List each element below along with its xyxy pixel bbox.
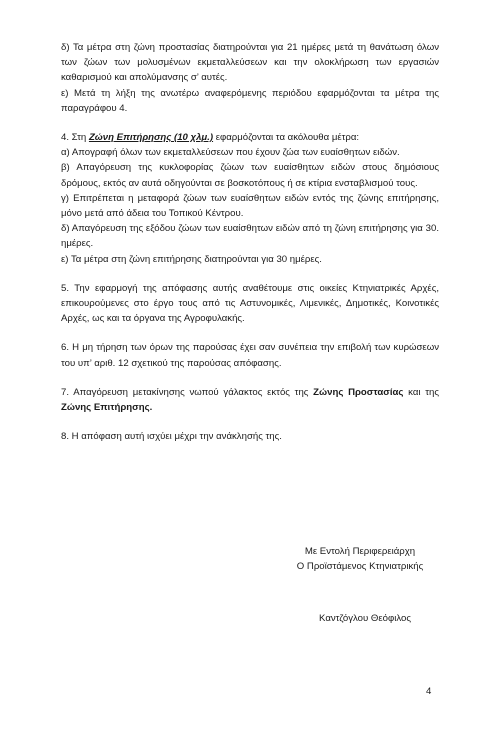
paragraph-4-heading [61,130,439,145]
paragraph-4a: α) Απογραφή όλων των εκμεταλλεύσεων που έχουν ζώα των ευαίσθητων ειδών. [61,147,400,159]
surveillance-zone-label: Ζώνη Επιτήρησης (10 χλμ.) [88,132,214,144]
paragraph-gap [61,415,439,429]
paragraph-7 [61,385,439,415]
signature-title-line: Ο Προϊστάμενος Κτηνιατρικής [296,561,424,572]
document-body [61,40,439,444]
paragraph-4-suffix: εφαρμόζονται τα ακόλουθα μέτρα: [213,132,360,144]
paragraph-gap [61,371,439,385]
surveillance-zone-bold-label: Ζώνης Επιτήρησης. [61,402,153,414]
paragraph-3d: δ) Τα μέτρα στη ζώνη προστασίας διατηρούνται για 21 ημέρες μετά τη θανάτωση όλων των ζώων των μολυσμένων εκμεταλλεύσεων και την ολοκλήρωση των εργασιών καθαρισμού και απολύμανσης σ’ αυτές. [61,42,439,84]
paragraph-gap [61,326,439,340]
signature-authority-line: Με Εντολή Περιφερειάρχη [304,546,416,557]
signature-block [280,544,440,574]
paragraph-gap [61,267,439,281]
paragraph-4e: ε) Τα μέτρα στη ζώνη επιτήρησης διατηρούνται για 30 ημέρες. [61,253,322,265]
paragraph-4-prefix: 4. Στη [61,132,89,144]
paragraph-8: 8. Η απόφαση αυτή ισχύει μέχρι την ανάκλησής της. [61,431,282,443]
paragraph-4b: β) Απαγόρευση της κυκλοφορίας ζώων των ευαίσθητων ειδών στους δημόσιους δρόμους, εκτός αν αυτά οδηγούνται σε βοσκοτόπους ή σε κτίρια ενσταβλισμού τους. [61,162,439,189]
paragraph-3e: ε) Μετά τη λήξη της ανωτέρω αναφερόμενης περιόδου εφαρμόζονται τα μέτρα της παραγράφου 4. [61,87,439,114]
paragraph-4c: γ) Επιτρέπεται η μεταφορά ζώων των ευαίσθητων ειδών εντός της ζώνης επιτήρησης, μόνο μετά από άδεια του Τοπικού Κέντρου. [61,192,439,220]
paragraph-5: 5. Την εφαρμογή της απόφασης αυτής αναθέτουμε στις οικείες Κτηνιατρικές Αρχές, επικουρούμενες στο έργο τους από τις Αστυνομικές, Λιμενικές, Δημοτικές, Κοινοτικές Αρχές, ως και τα όργανα της Αγροφυλακής. [61,282,439,325]
page-number: 4 [426,686,432,697]
paragraph-6: 6. Η μη τήρηση των όρων της παρούσας έχει σαν συνέπεια την επιβολή των κυρώσεων του υπ’ αριθ. 12 σχετικού της παρούσας απόφασης. [61,342,439,369]
paragraph-7-prefix: 7. Απαγόρευση μετακίνησης νωπού γάλακτος εκτός της [61,386,314,398]
paragraph-gap [61,116,439,130]
paragraph-4d: δ) Απαγόρευση της εξόδου ζώων των ευαίσθητων ειδών από τη ζώνη επιτήρησης για 30. ημέρες. [61,223,439,250]
signatory-name: Καντζόγλου Θεόφιλος [319,613,411,624]
paragraph-7-mid: και της [403,386,439,398]
protection-zone-label: Ζώνης Προστασίας [313,386,404,398]
